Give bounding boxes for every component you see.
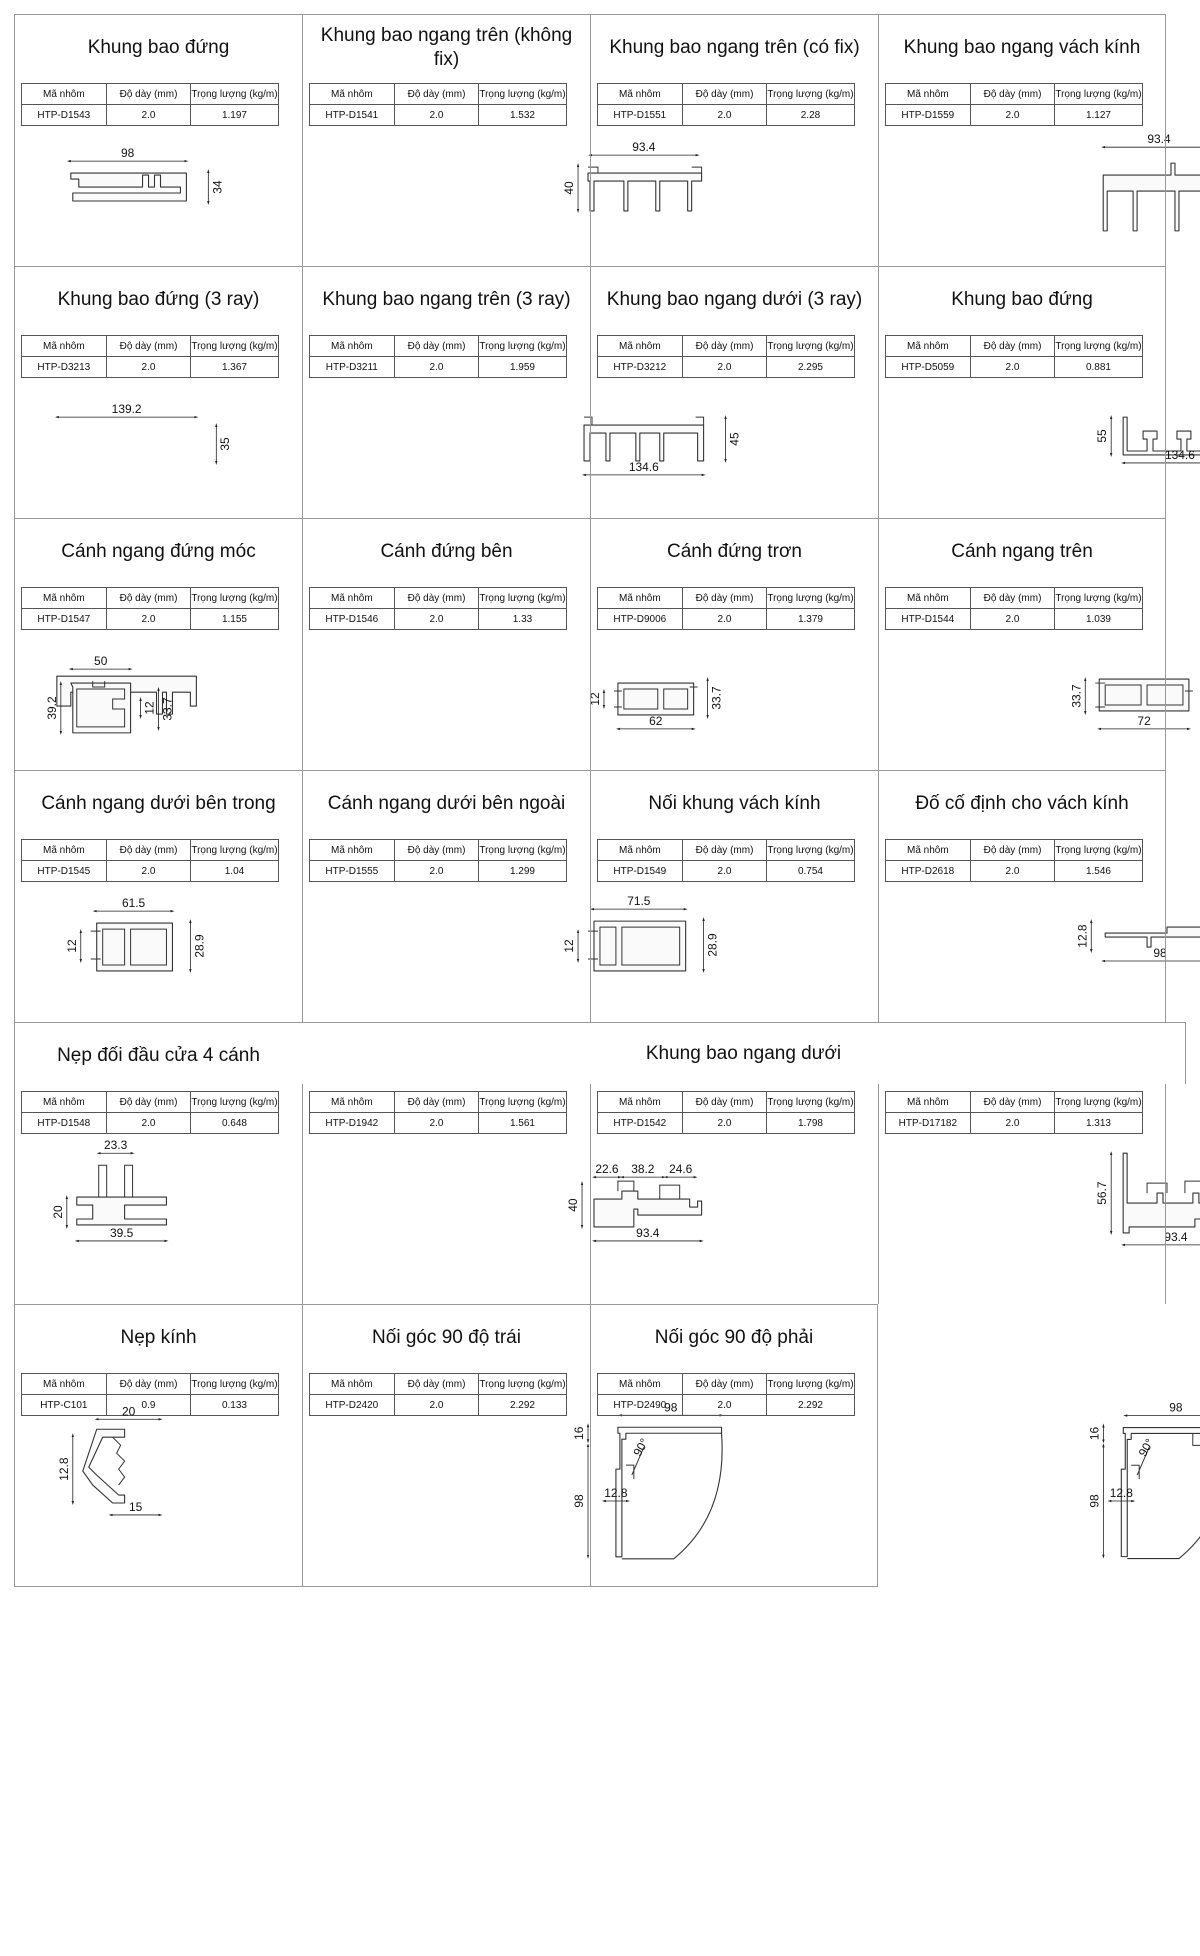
profile-svg [879,379,1165,519]
spec-header-weight: Trọng lượng (kg/m) [1055,1092,1142,1113]
spec-weight: 0.881 [1055,357,1142,378]
dim-width: 134.6 [628,459,659,474]
profile-outline [83,1429,125,1503]
dim-height: 20 [50,1205,65,1219]
profile-geometry [45,654,175,733]
spec-code: HTP-D1555 [310,861,395,882]
spec-header-thickness: Độ dày (mm) [106,840,191,861]
dim-width: 139.2 [111,402,142,417]
spec-header-code: Mã nhôm [886,336,971,357]
dim-height: 35 [218,437,233,451]
spec-weight: 1.039 [1055,609,1142,630]
profile-title: Nối khung vách kính [648,793,821,814]
spec-header-weight: Trọng lượng (kg/m) [479,336,566,357]
profile-svg [591,883,1167,1023]
spec-header-thickness: Độ dày (mm) [682,840,767,861]
dim-stub: 12.8 [604,1486,628,1501]
spec-code: HTP-D5059 [886,357,971,378]
profile-svg [879,883,1165,1023]
spec-thickness: 2.0 [394,609,479,630]
spec-weight: 0.133 [191,1395,278,1416]
dim-c: 24.6 [669,1162,693,1177]
spec-header-code: Mã nhôm [310,588,395,609]
spec-header-weight: Trọng lượng (kg/m) [1055,336,1142,357]
spec-code: HTP-D9006 [598,609,683,630]
spec-code: HTP-D17182 [886,1113,971,1134]
dim-height: 28.9 [705,933,720,957]
spec-header-code: Mã nhôm [22,336,107,357]
profile-title: Cánh đứng bên [380,541,513,562]
spec-weight: 1.127 [1055,105,1142,126]
spec-header-code: Mã nhôm [598,84,683,105]
profile-title: Khung bao đứng (3 ray) [57,289,260,310]
spec-code: HTP-D1549 [598,861,683,882]
spec-header-thickness: Độ dày (mm) [970,336,1055,357]
spec-table [21,839,279,882]
spec-weight: 1.155 [191,609,278,630]
spec-header-code: Mã nhôm [310,336,395,357]
spec-table [597,335,855,378]
profile-card [14,1022,302,1304]
profile-drawing [591,883,1167,1023]
spec-header-weight: Trọng lượng (kg/m) [767,1374,854,1395]
dim-height: 12.8 [1075,924,1090,948]
spec-header-code: Mã nhôm [22,1374,107,1395]
dim-width: 93.4 [632,140,656,155]
profile-title: Cánh ngang dưới bên trong [41,793,276,814]
profile-drawing [591,379,1195,519]
profile-card [590,1304,1183,1586]
spec-thickness: 2.0 [970,105,1055,126]
profile-svg [591,631,1151,771]
spec-thickness: 2.0 [970,609,1055,630]
spec-table [21,335,279,378]
profile-drawing [879,379,1165,519]
spec-thickness: 2.0 [682,609,767,630]
spec-thickness: 0.9 [106,1395,191,1416]
spec-weight: 1.197 [191,105,278,126]
spec-header-thickness: Độ dày (mm) [970,588,1055,609]
spec-thickness: 2.0 [394,357,479,378]
spec-header-code: Mã nhôm [310,840,395,861]
dim-width: 72 [1137,713,1151,728]
profile-geometry [1087,1401,1200,1559]
spec-thickness: 2.0 [970,861,1055,882]
spec-table [309,335,567,378]
spec-thickness: 2.0 [970,1113,1055,1134]
spec-header-thickness: Độ dày (mm) [682,336,767,357]
spec-table [21,1091,279,1134]
dim-height: 12.8 [56,1457,71,1481]
spec-weight: 1.546 [1055,861,1142,882]
spec-code: HTP-D3212 [598,357,683,378]
spec-code: HTP-D1542 [598,1113,683,1134]
spec-weight: 2.28 [767,105,854,126]
dim-width: 98 [1153,945,1167,960]
spec-header-thickness: Độ dày (mm) [394,840,479,861]
dim-height: 45 [727,432,742,446]
profile-drawing [879,1135,1165,1305]
profile-card [878,518,1166,770]
profile-svg [879,1135,1165,1305]
spec-header-thickness: Độ dày (mm) [106,336,191,357]
profile-title: Khung bao đứng [951,289,1093,310]
spec-header-weight: Trọng lượng (kg/m) [191,840,278,861]
spec-code: HTP-D1545 [22,861,107,882]
spec-weight: 2.295 [767,357,854,378]
profile-title: Đố cố định cho vách kính [915,793,1129,814]
spec-thickness: 2.0 [682,1395,767,1416]
spec-table [21,587,279,630]
dim-width: 93.4 [636,1225,660,1240]
spec-code: HTP-D1543 [22,105,107,126]
spec-thickness: 2.0 [106,105,191,126]
profile-svg [879,127,1165,267]
profile-card [14,770,302,1022]
profile-drawing [303,127,656,267]
spec-header-thickness: Độ dày (mm) [394,84,479,105]
spec-header-code: Mã nhôm [310,1092,395,1113]
spec-header-thickness: Độ dày (mm) [682,588,767,609]
profile-drawing [15,379,302,519]
spec-thickness: 2.0 [106,861,191,882]
spec-table [597,587,855,630]
profile-title: Nẹp đối đầu cửa 4 cánh [57,1045,260,1066]
spec-table [21,1373,279,1419]
profile-card [14,14,302,266]
dim-height-top: 16 [572,1426,587,1440]
spec-weight: 1.299 [479,861,566,882]
dim-stub: 12.8 [1109,1486,1133,1501]
spec-header-thickness: Độ dày (mm) [106,1092,191,1113]
spec-header-weight: Trọng lượng (kg/m) [767,588,854,609]
dim-width: 93.4 [1147,132,1171,147]
spec-table [885,335,1143,378]
profile-drawing [15,631,302,771]
spec-header-code: Mã nhôm [886,840,971,861]
spec-thickness: 2.0 [682,105,767,126]
spec-header-weight: Trọng lượng (kg/m) [1055,588,1142,609]
spec-code: HTP-D2490 [598,1395,683,1416]
spec-header-code: Mã nhôm [310,84,395,105]
sheet-bottom-border [14,1586,878,1587]
profile-title: Cánh ngang đứng móc [61,541,256,562]
spec-header-code: Mã nhôm [598,840,683,861]
dim-height: 55 [1095,429,1110,443]
spec-header-weight: Trọng lượng (kg/m) [479,1374,566,1395]
spec-header-code: Mã nhôm [310,1374,395,1395]
dim-width: 98 [120,146,135,161]
profile-drawing [15,883,302,1023]
spec-header-weight: Trọng lượng (kg/m) [767,84,854,105]
spec-header-weight: Trọng lượng (kg/m) [479,840,566,861]
spec-weight: 1.798 [767,1113,854,1134]
spec-weight: 0.754 [767,861,854,882]
dim-width: 71.5 [627,894,651,909]
spec-table [885,587,1143,630]
profile-svg [303,379,742,519]
dim-height: 56.7 [1095,1181,1110,1205]
spec-header-weight: Trọng lượng (kg/m) [191,336,278,357]
dim-angle: 90° [1135,1436,1157,1459]
spec-header-code: Mã nhôm [598,336,683,357]
spec-weight: 2.292 [767,1395,854,1416]
dim-height: 33.7 [1069,684,1084,708]
dim-slot: 12 [587,692,602,706]
spec-header-code: Mã nhôm [22,84,107,105]
spec-thickness: 2.0 [106,357,191,378]
profile-svg [15,1135,302,1305]
profile-title: Khung bao ngang trên (có fix) [609,37,860,58]
spec-table [885,1091,1143,1134]
dim-a: 22.6 [595,1162,619,1177]
spec-table [309,839,567,882]
spec-header-thickness: Độ dày (mm) [106,588,191,609]
dim-width: 62 [649,713,663,728]
spec-header-code: Mã nhôm [886,1092,971,1113]
profile-title: Nẹp kính [120,1327,197,1348]
spec-thickness: 2.0 [106,609,191,630]
spec-header-code: Mã nhôm [22,840,107,861]
profile-drawing [303,883,720,1023]
spec-header-weight: Trọng lượng (kg/m) [191,1092,278,1113]
spec-thickness: 2.0 [394,861,479,882]
spec-table [597,839,855,882]
spec-weight: 1.313 [1055,1113,1142,1134]
spec-header-thickness: Độ dày (mm) [394,336,479,357]
spec-code: HTP-D1551 [598,105,683,126]
merged-section-title: Khung bao ngang dưới [302,1022,1186,1084]
profile-outline [71,173,187,201]
spec-header-weight: Trọng lượng (kg/m) [767,840,854,861]
spec-weight: 0.648 [191,1113,278,1134]
spec-thickness: 2.0 [970,357,1055,378]
spec-table [309,1091,567,1134]
dim-width: 93.4 [1164,1229,1188,1244]
profile-svg [591,1135,1188,1305]
spec-table [309,587,567,630]
profile-drawing [303,1135,693,1305]
dim-width: 20 [121,1404,136,1419]
profile-drawing [591,631,1151,771]
spec-header-thickness: Độ dày (mm) [970,1092,1055,1113]
dim-top: 23.3 [104,1138,128,1153]
spec-table [597,1091,855,1134]
spec-header-code: Mã nhôm [886,84,971,105]
spec-header-weight: Trọng lượng (kg/m) [191,588,278,609]
dim-width: 50 [94,654,108,669]
dim-height-2: 33.7 [160,697,175,721]
spec-weight: 2.292 [479,1395,566,1416]
profile-svg [591,127,1171,267]
dim-angle: 90° [630,1436,652,1459]
spec-code: HTP-D3213 [22,357,107,378]
profile-title: Khung bao ngang trên (3 ray) [322,289,571,310]
spec-weight: 1.561 [479,1113,566,1134]
profile-drawing [879,127,1165,267]
spec-header-weight: Trọng lượng (kg/m) [191,84,278,105]
spec-header-thickness: Độ dày (mm) [394,588,479,609]
spec-code: HTP-D3211 [310,357,395,378]
spec-header-code: Mã nhôm [886,588,971,609]
profile-title: Cánh đứng trơn [666,541,803,562]
dim-width: 61.5 [121,896,146,911]
spec-table [309,1373,567,1416]
spec-code: HTP-D1546 [310,609,395,630]
dim-slot: 12 [64,939,79,953]
profile-geometry [57,1404,161,1515]
dim-height: 40 [566,1198,581,1212]
spec-header-thickness: Độ dày (mm) [682,84,767,105]
profile-title: Nối góc 90 độ phải [654,1327,814,1348]
profile-title: Khung bao ngang vách kính [903,37,1141,58]
dim-slot: 12 [562,939,577,953]
dim-height: 98 [1087,1494,1102,1508]
spec-thickness: 2.0 [682,1113,767,1134]
spec-header-thickness: Độ dày (mm) [682,1374,767,1395]
spec-header-weight: Trọng lượng (kg/m) [767,336,854,357]
spec-table [597,1373,855,1416]
profile-svg [15,379,302,519]
spec-weight: 1.532 [479,105,566,126]
spec-code: HTP-C101 [22,1395,107,1416]
profile-title: Khung bao đứng [87,37,230,58]
spec-header-weight: Trọng lượng (kg/m) [479,84,566,105]
spec-thickness: 2.0 [682,861,767,882]
spec-table [309,83,567,126]
profile-title: Nối góc 90 độ trái [372,1327,521,1348]
profile-card [878,14,1166,266]
profile-drawing [879,883,1165,1023]
spec-weight: 1.33 [479,609,566,630]
profile-svg [303,631,724,771]
profile-outline [97,923,173,971]
spec-code: HTP-D1544 [886,609,971,630]
spec-code: HTP-D1541 [310,105,395,126]
profile-drawing [15,1135,302,1305]
spec-header-code: Mã nhôm [22,588,107,609]
profile-card [14,518,302,770]
spec-header-weight: Trọng lượng (kg/m) [479,1092,566,1113]
profile-title: Cánh ngang trên [951,541,1093,562]
dim-height: 39.2 [44,696,59,720]
profile-svg [15,883,302,1023]
spec-header-code: Mã nhôm [598,1092,683,1113]
dim-height: 34 [210,180,225,194]
spec-header-code: Mã nhôm [598,588,683,609]
spec-thickness: 2.0 [394,105,479,126]
dim-width: 39.5 [110,1225,134,1240]
dim-b: 38.2 [631,1162,655,1177]
profile-card [14,1304,302,1586]
profile-card [878,266,1166,518]
profile-card [878,770,1166,1022]
spec-header-weight: Trọng lượng (kg/m) [191,1374,278,1395]
spec-thickness: 2.0 [394,1395,479,1416]
dim-height: 98 [572,1494,587,1508]
spec-header-weight: Trọng lượng (kg/m) [767,1092,854,1113]
spec-code: HTP-D1559 [886,105,971,126]
profile-drawing [15,127,302,267]
profile-geometry [51,1138,167,1241]
dim-width: 98 [1169,1400,1183,1415]
profile-drawing [879,631,1165,771]
dim-height: 40 [562,181,577,195]
spec-thickness: 2.0 [682,357,767,378]
spec-header-thickness: Độ dày (mm) [970,840,1055,861]
spec-header-thickness: Độ dày (mm) [682,1092,767,1113]
profile-outline [71,683,131,733]
profile-drawing [591,127,1171,267]
profile-svg [591,379,1195,519]
spec-header-weight: Trọng lượng (kg/m) [479,588,566,609]
profile-title: Khung bao ngang trên (không fix) [320,25,573,70]
spec-header-thickness: Độ dày (mm) [106,1374,191,1395]
spec-thickness: 2.0 [394,1113,479,1134]
profile-svg [303,127,656,267]
profile-card [14,266,302,518]
profile-outline [1121,1428,1200,1557]
profile-drawing [303,379,742,519]
spec-code: HTP-D2618 [886,861,971,882]
spec-header-weight: Trọng lượng (kg/m) [1055,840,1142,861]
spec-code: HTP-D2420 [310,1395,395,1416]
dim-height: 28.9 [192,934,207,958]
spec-header-thickness: Độ dày (mm) [394,1374,479,1395]
dim-height: 33.7 [709,686,724,710]
dim-slot: 12 [142,701,157,715]
profile-geometry [65,896,207,971]
spec-code: HTP-D1547 [22,609,107,630]
spec-code: HTP-D1548 [22,1113,107,1134]
spec-table [885,83,1143,126]
spec-header-code: Mã nhôm [598,1374,683,1395]
dim-height-top: 16 [1087,1426,1102,1441]
profile-svg [303,883,720,1023]
dim-bottom: 15 [128,1499,143,1514]
spec-weight: 1.367 [191,357,278,378]
spec-table [21,83,279,126]
profile-svg [303,1135,693,1305]
spec-table [885,839,1143,882]
profile-svg [879,631,1165,771]
dim-width: 134.6 [1165,447,1195,462]
dim-width: 98 [664,1400,678,1415]
spec-header-thickness: Độ dày (mm) [394,1092,479,1113]
spec-thickness: 2.0 [106,1113,191,1134]
profile-drawing [303,631,724,771]
spec-code: HTP-D1942 [310,1113,395,1134]
spec-weight: 1.959 [479,357,566,378]
profile-geometry [69,146,224,203]
profile-svg [15,127,302,267]
profile-title: Cánh ngang dưới bên ngoài [327,793,566,814]
spec-header-thickness: Độ dày (mm) [106,84,191,105]
spec-header-thickness: Độ dày (mm) [970,84,1055,105]
profile-outline [77,1197,167,1225]
spec-table [597,83,855,126]
spec-header-weight: Trọng lượng (kg/m) [1055,84,1142,105]
spec-weight: 1.04 [191,861,278,882]
spec-header-code: Mã nhôm [22,1092,107,1113]
profile-title: Khung bao ngang dưới (3 ray) [606,289,863,310]
profile-drawing [591,1135,1188,1305]
spec-weight: 1.379 [767,609,854,630]
profile-svg [15,631,302,771]
